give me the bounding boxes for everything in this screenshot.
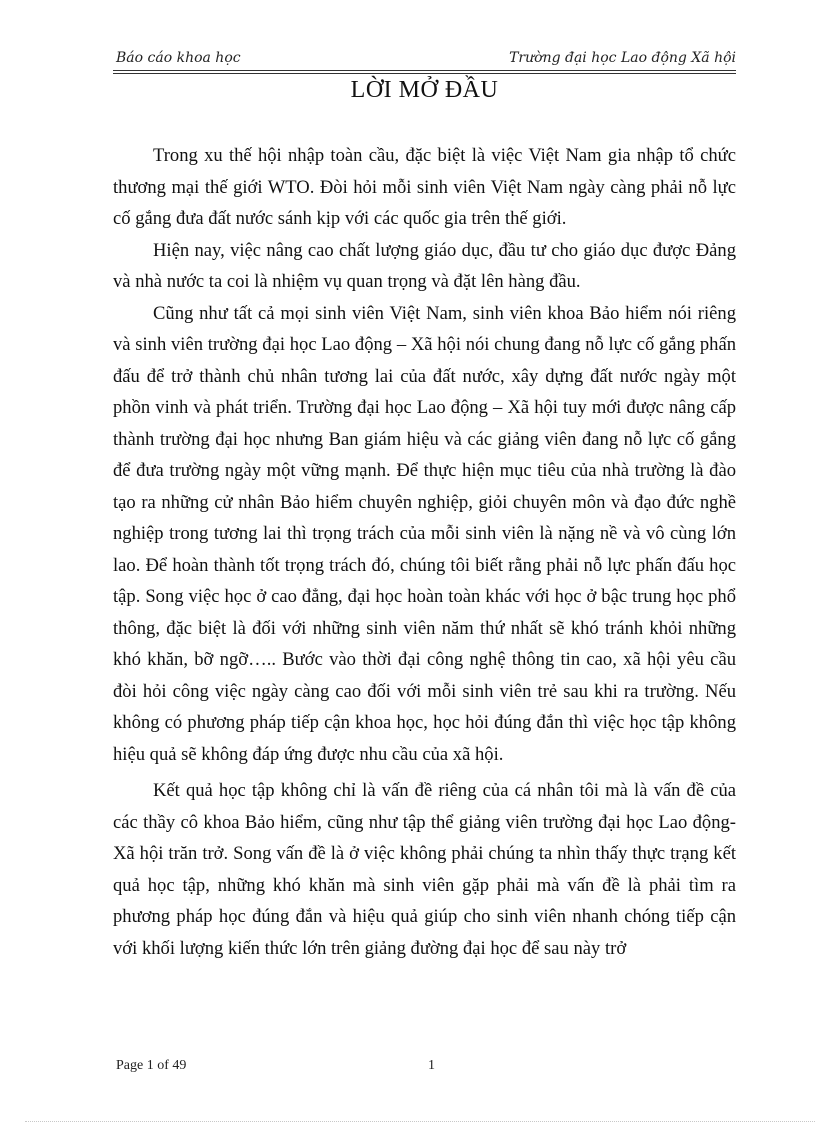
paragraph: Trong xu thế hội nhập toàn cầu, đặc biệt là việc Việt Nam gia nhập tổ chức thương mại thế giới WTO. Đòi hỏi mỗi sinh viên Việt Nam ngày càng phải nỗ lực cố gắng đưa đất nước sánh kịp với các quốc gia trên thế giới.	[113, 145, 736, 229]
page-number: 1	[428, 1058, 435, 1073]
header-left-text: Báo cáo khoa học	[116, 50, 241, 66]
header-double-rule	[113, 70, 736, 74]
page-count-label: Page 1 of 49	[116, 1058, 187, 1073]
document-body	[113, 140, 736, 964]
header-right-text: Trường đại học Lao động Xã hội	[509, 50, 736, 66]
page-bottom-edge	[25, 1121, 815, 1122]
paragraph: Kết quả học tập không chỉ là vấn đề riêng của cá nhân tôi mà là vấn đề của các thầy cô khoa Bảo hiểm, cũng như tập thể giảng viên trường đại học Lao động- Xã hội trăn trở. Song vấn đề là ở việc không phải chúng ta nhìn thấy thực trạng kết quả học tập, những khó khăn mà sinh viên gặp phải mà vấn đề là phải tìm ra phương pháp học đúng đắn và hiệu quả giúp cho sinh viên nhanh chóng tiếp cận với khối lượng kiến thức lớn trên giảng đường đại học để sau này trở	[113, 780, 736, 959]
paragraph: Hiện nay, việc nâng cao chất lượng giáo dục, đầu tư cho giáo dục được Đảng và nhà nước ta coi là nhiệm vụ quan trọng và đặt lên hàng đầu.	[113, 239, 736, 292]
page-title: LỜI MỞ ĐẦU	[350, 77, 499, 103]
page-header	[113, 50, 736, 70]
paragraph: Cũng như tất cả mọi sinh viên Việt Nam, sinh viên khoa Bảo hiểm nói riêng và sinh viên trường đại học Lao động – Xã hội nói chung đang nỗ lực cố gắng phấn đấu để trở thành chủ nhân tương lai của đất nước, xây dựng đất nước ngày một phồn vinh và phát triển. Trường đại học Lao động – Xã hội tuy mới được nâng cấp thành trường đại học nhưng Ban giám hiệu và các giảng viên đang nỗ lực cố gắng để đưa trường ngày một vững mạnh. Để thực hiện mục tiêu của nhà trường là đào tạo ra những cử nhân Bảo hiểm chuyên nghiệp, giỏi chuyên môn và đạo đức nghề nghiệp trong tương lai thì trọng trách của mỗi sinh viên là nặng nề và vô cùng lớn lao. Để hoàn thành tốt trọng trách đó, chúng tôi biết rằng phải nỗ lực phấn đấu học tập. Song việc học ở cao đẳng, đại học hoàn toàn khác với học ở bậc trung học phổ thông, đặc biệt là đối với những sinh viên năm thứ nhất sẽ khó tránh khỏi những khó khăn, bỡ ngỡ….. Bước vào thời đại công nghệ thông tin cao, xã hội yêu cầu đòi hỏi công việc ngày càng cao đối với mỗi sinh viên trẻ sau khi ra trường. Nếu không có phương pháp tiếp cận khoa học, học hỏi đúng đắn thì việc học tập không hiệu quả sẽ không đáp ứng được nhu cầu của xã hội.	[113, 302, 736, 765]
